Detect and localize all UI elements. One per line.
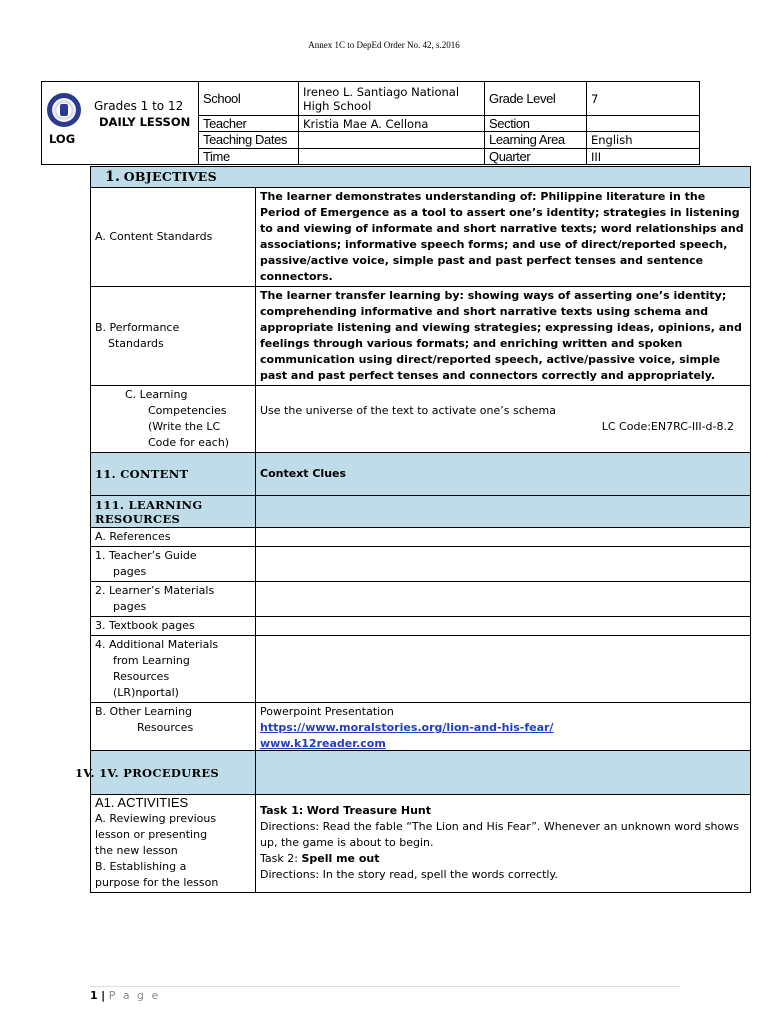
objectives-number: 1. <box>105 168 121 185</box>
activities-label: A1. ACTIVITIES A. Reviewing previous lesson or presenting the new lesson B. Establishing a purpose for the lesson <box>91 795 256 893</box>
performance-standards-label: B. Performance Standards <box>91 287 256 386</box>
moralstories-link[interactable]: https://www.moralstories.org/lion-and-his-fear/ <box>260 721 554 734</box>
performance-standards-text: The learner transfer learning by: showing ways of asserting one’s identity; comprehending informative and short narrative texts using schema and appropriate listening and viewing strategies; expressing ideas, opinions, and feelings through various formats; and enriching written and spoken communication using direct/reported speech, active/passive voice, simple past and past perfect tenses and connectors correctly and appropriately. <box>256 287 751 386</box>
page-footer: 1 | P a g e <box>90 986 680 1002</box>
lc-code: LC Code:EN7RC-III-d-8.2 <box>601 420 734 433</box>
learning-competencies-row <box>91 386 751 453</box>
header-table <box>41 81 700 165</box>
teacher-label: Teacher <box>199 116 299 132</box>
teachers-guide-row <box>91 547 751 582</box>
learning-area-label: Learning Area <box>485 132 587 149</box>
quarter-label: Quarter <box>485 149 587 165</box>
task2-name: Spell me out <box>301 852 380 865</box>
other-resources-row <box>91 703 751 754</box>
teaching-dates-label: Teaching Dates <box>199 132 299 149</box>
time-label: Time <box>199 149 299 165</box>
k12reader-link[interactable]: www.k12reader.com <box>260 737 386 750</box>
content-value: Context Clues <box>256 453 751 496</box>
textbook-row <box>91 617 751 636</box>
activities-row <box>91 795 751 893</box>
section-value <box>587 116 700 132</box>
grade-level-value: 7 <box>587 82 700 116</box>
teaching-dates-value <box>299 132 485 149</box>
header-line3: LOG <box>49 132 76 146</box>
references-label: A. References <box>91 528 256 547</box>
additional-materials-label: 4. Additional Materials from Learning Resources (LR)nportal) <box>91 636 256 703</box>
quarter-value: III <box>587 149 700 165</box>
performance-standards-row <box>91 287 751 386</box>
references-row <box>91 528 751 547</box>
annex-reference: Annex 1C to DepEd Order No. 42, s.2016 <box>308 40 460 50</box>
learning-area-value: English <box>587 132 700 149</box>
grade-level-label: Grade Level <box>485 82 587 116</box>
additional-materials-row <box>91 636 751 703</box>
content-heading: 11. CONTENT <box>91 453 256 496</box>
content-heading-row <box>91 453 751 496</box>
page-number: 1 <box>90 989 98 1002</box>
procedures-table <box>75 750 751 893</box>
content-standards-row <box>91 188 751 287</box>
task1-name: Word Treasure Hunt <box>306 804 432 817</box>
deped-seal-icon <box>47 93 81 127</box>
activities-content: Task 1: Word Treasure Hunt Directions: Read the fable “The Lion and His Fear”. Whenever an unknown word shows up, the game is about to begin. Task 2: Spell me out Directions: In the story read, spell the words correctly. <box>256 795 751 893</box>
procedures-heading-row <box>91 751 751 795</box>
header-title <box>94 98 190 130</box>
task1-directions: Directions: Read the fable “The Lion and His Fear”. Whenever an unknown word shows up, the game is about to begin. <box>260 820 739 849</box>
header-line1: Grades 1 to 12 <box>94 99 184 113</box>
content-standards-label: A. Content Standards <box>91 188 256 287</box>
procedures-heading: 1V. 1V. PROCEDURES <box>75 765 220 780</box>
objectives-heading: OBJECTIVES <box>123 168 217 184</box>
page-word: P a g e <box>108 989 161 1002</box>
school-label: School <box>199 82 299 116</box>
objectives-heading-row <box>91 167 751 188</box>
section-label: Section <box>485 116 587 132</box>
other-resources-value: Powerpoint Presentation https://www.moralstories.org/lion-and-his-fear/ www.k12reader.com <box>256 703 751 754</box>
other-resources-label: B. Other Learning Resources <box>91 703 256 754</box>
learning-competencies-label: C. Learning Competencies (Write the LC Code for each) <box>91 386 256 453</box>
textbook-label: 3. Textbook pages <box>91 617 256 636</box>
lesson-table <box>90 166 751 754</box>
task2-directions: Directions: In the story read, spell the words correctly. <box>260 868 558 881</box>
teachers-guide-label: 1. Teacher’s Guide pages <box>91 547 256 582</box>
school-value: Ireneo L. Santiago National High School <box>299 82 485 116</box>
learners-materials-row <box>91 582 751 617</box>
header-logo-cell <box>42 82 199 165</box>
learning-competencies-text: Use the universe of the text to activate one’s schema LC Code:EN7RC-III-d-8.2 <box>256 386 751 453</box>
time-value <box>299 149 485 165</box>
content-standards-text: The learner demonstrates understanding of: Philippine literature in the Period of Emergence as a tool to assert one’s identity; strategies in listening to and viewing of informate and short narrative texts; word relationships and associations; informative speech forms; and use of direct/reported speech, passive/active voice, simple past and past perfect tenses and sentence connectors. <box>256 188 751 287</box>
resources-heading-row <box>91 496 751 528</box>
teacher-value: Kristia Mae A. Cellona <box>299 116 485 132</box>
resources-heading: 111. LEARNING RESOURCES <box>91 496 256 528</box>
header-line2: DAILY LESSON <box>99 115 191 129</box>
learners-materials-label: 2. Learner’s Materials pages <box>91 582 256 617</box>
